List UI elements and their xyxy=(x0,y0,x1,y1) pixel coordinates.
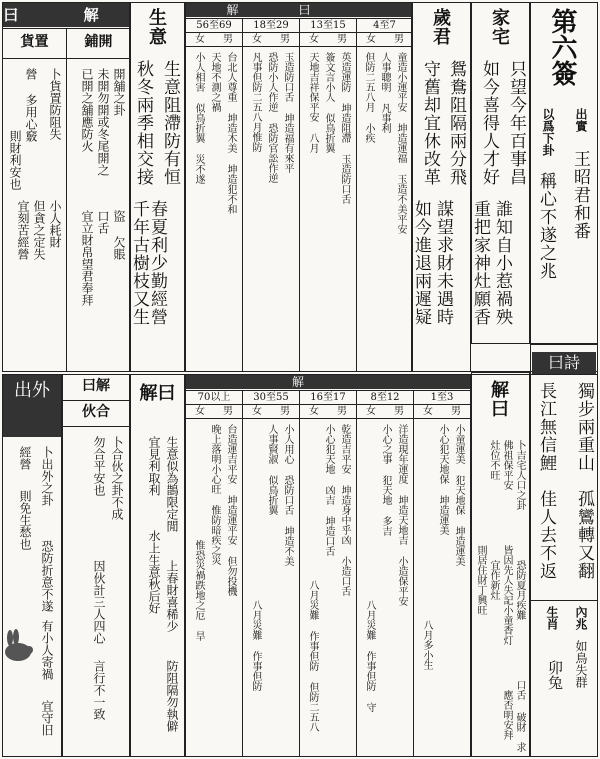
jie-bottom-nv-4: 女 xyxy=(366,406,376,417)
jie-bottom-vsep-1 xyxy=(242,390,243,757)
shengyi-line-4: 千年古樹枝又生 xyxy=(129,200,149,326)
hehuo-header-top: 曰解 xyxy=(82,378,110,394)
shengyi-label: 生意 xyxy=(146,8,167,46)
subtitle-label: 出實 xyxy=(574,108,588,132)
jiazhai-line-1: 只望今年百事昌 xyxy=(506,60,526,186)
pujiao-label: 鋪開 xyxy=(84,34,113,50)
hehuo-rule-1 xyxy=(62,400,130,401)
shengyi2-line-1: 生意似為鵲限定閒 xyxy=(165,436,179,532)
bottom-col-2: 晚上落明小心旺 惟防暗疾之災 xyxy=(209,424,220,565)
hehuo-line-1: 卜合伙之卦不成 xyxy=(110,436,124,520)
jie-bottom-nv-1: 女 xyxy=(195,406,205,417)
chuwai-label: 出外 xyxy=(3,375,61,437)
left-top-vsep xyxy=(66,28,67,372)
top-col-11: 人事聰明 凡事利 xyxy=(379,52,390,133)
jie-bottom-nan-5: 男 xyxy=(451,406,461,417)
jie-right-line-4: 恐防夏月疾難 xyxy=(514,560,525,620)
shengyi2-line-2: 宜見利取利 xyxy=(147,436,161,496)
jie-bottom-nan-2: 男 xyxy=(280,406,290,417)
jie-top-nan-4: 男 xyxy=(394,34,404,45)
dao-line-2: 口舌 xyxy=(96,210,110,234)
jie-right-line-11: 應否明安拜 xyxy=(501,690,512,740)
jie-top-vsep-3 xyxy=(356,18,357,372)
jie-bottom-nan-4: 男 xyxy=(394,406,404,417)
bottom-col-3: 惟恐災禍跌地之厄 旱 xyxy=(193,540,204,641)
zhaoshi-line-2: 則財利安也 xyxy=(8,130,22,190)
bottom-col-11: 小心之事 犯天地 多吉 xyxy=(380,424,391,536)
shi-line-3: 孤鸞轉又翻 xyxy=(574,490,594,580)
meaning-text: 稱心不遂之兆 xyxy=(536,172,556,280)
jie-bottom-rule-3 xyxy=(185,418,471,419)
top-col-8: 簽文言小人 似鳥折翼 xyxy=(323,52,334,153)
huozhai-label: 貨置 xyxy=(20,34,49,50)
jie-top-header xyxy=(186,3,411,17)
shengyi2-line-5: 防阻隔勿執僻 xyxy=(165,660,179,732)
top-col-12: 但防二五八月 小疾 xyxy=(363,52,374,143)
jie-bottom-age-1: 70以上 xyxy=(197,392,231,403)
jie-top-nv-1: 女 xyxy=(195,34,205,45)
left-top-header: 曰 解 xyxy=(3,3,129,27)
pujiao-line-1: 開舖之卦 xyxy=(112,68,126,116)
neizhao-value: 如鳥失群 xyxy=(574,640,588,688)
jie-top-vsep-2 xyxy=(299,18,300,372)
shi-divider xyxy=(530,600,598,601)
hehuo-line-2: 勿合平安也 xyxy=(92,436,106,496)
dao-line-3: 宜立財帛望君奉拜 xyxy=(80,210,94,306)
jie-bottom-vsep-2 xyxy=(299,390,300,757)
jie-top-age-3: 13至15 xyxy=(310,20,346,31)
bottom-col-1: 台造運吉平安 坤造運平安 但勿投機 xyxy=(225,424,236,596)
zhaoshi-line-1: 營 多用心竅 xyxy=(24,68,38,142)
bottom-col-6: 八月災難 作事但防 xyxy=(250,600,261,691)
neizhao-label: 內兆 xyxy=(574,606,588,630)
huozhai-line-2: 小人耗財 xyxy=(48,200,62,248)
top-col-4: 玉造防口舌 坤造福有來平 xyxy=(282,52,293,173)
bottom-col-10: 洋造現年運度 坤造天地吉 小造保平安 xyxy=(396,424,407,606)
jie-top-nan-2: 男 xyxy=(280,34,290,45)
jiazhai-line-4: 重把家神灶願香 xyxy=(470,200,490,326)
jie-right-line-1: 卜吉宅人口之卦 xyxy=(514,440,525,510)
jie-bottom-nv-2: 女 xyxy=(252,406,262,417)
top-col-5: 恐防小人作逆 恐防官訟作逆 xyxy=(266,52,277,183)
huozhai-line-3: 但貪之定失 xyxy=(32,200,46,260)
jie-top-nan-3: 男 xyxy=(337,34,347,45)
jie-right-line-8: 口舌 xyxy=(514,680,525,700)
bottom-col-14: 小心犯天地保 坤造運美 xyxy=(437,424,448,535)
jie-bottom-age-5: 1至3 xyxy=(430,392,454,403)
shengxiao-label: 生肖 xyxy=(545,606,559,630)
bottom-col-13: 小童運美 犯天地保 坤造運美 xyxy=(453,424,464,566)
suijun-line-2: 守舊却宜休改革 xyxy=(420,60,440,186)
gua-label: 以爲下卦 xyxy=(541,108,555,156)
jie-bottom-nv-5: 女 xyxy=(423,406,433,417)
chuwai-line-3: 有小人寄禍 xyxy=(40,620,54,680)
jiazhai-line-3: 誰知自小惹禍殃 xyxy=(492,200,512,326)
jie-right-line-6: 宜作新灶 xyxy=(488,560,499,600)
jie-top-nan-1: 男 xyxy=(223,34,233,45)
top-col-7: 英造運防 坤造阻滯 玉造防口舌 xyxy=(339,52,350,204)
jie-bottom-vsep-4 xyxy=(413,390,414,757)
bottom-col-8: 小心犯天地 凶吉 坤造口舌 xyxy=(323,424,334,556)
top-col-6: 凡事但防二五八月惟防 xyxy=(250,52,261,152)
jie-bottom-nan-1: 男 xyxy=(223,406,233,417)
shengyi2-line-3: 上春財喜稀少 xyxy=(165,560,179,632)
jie-bottom-rule-1 xyxy=(185,390,471,391)
bottom-col-15: 八月多小生 xyxy=(421,620,432,670)
huozhai-line-1: 卜貨置防阻失 xyxy=(48,68,62,140)
jingying-line-1: 經營 xyxy=(18,446,32,470)
shengyi-line-1: 生意阻滯防有恒 xyxy=(160,60,180,186)
jie-bottom-nv-3: 女 xyxy=(309,406,319,417)
jie-right-line-9: 破財 xyxy=(514,712,525,732)
jie-top-vsep-1 xyxy=(242,18,243,372)
jie-bottom-rule-2 xyxy=(185,404,471,405)
slip-number-title: 第六簽 xyxy=(547,8,577,86)
bottom-col-4: 小人用心 恐防口舌 坤造不美 xyxy=(282,424,293,566)
jie-right-line-3: 灶位不旺 xyxy=(488,440,499,480)
bottom-col-7: 乾造吉平安 坤造身中乎凶 小造口舌 xyxy=(339,424,350,596)
jie-top-nv-4: 女 xyxy=(366,34,376,45)
jie-bottom-age-2: 30至55 xyxy=(253,392,289,403)
jie-right-line-7: 則居住財丁興旺 xyxy=(475,545,486,615)
hehuo-rule-2 xyxy=(62,426,130,427)
shi-line-4: 佳人去不返 xyxy=(536,490,556,580)
jie-right-line-2: 佛祖保平安 xyxy=(501,440,512,490)
dao-line-1: 盜 欠賬 xyxy=(112,210,126,260)
jie-top-label: 解曰 xyxy=(226,3,371,17)
shengyi2-line-4: 水上生意秋后好 xyxy=(147,530,161,614)
jie-right-label: 解曰 xyxy=(488,380,509,418)
jie-right-line-10: 求 xyxy=(514,742,525,752)
chuwai-line-4: 宜守旧 xyxy=(40,700,54,736)
jie-bottom-header: 解 xyxy=(186,375,470,389)
jie-top-age-1: 56至69 xyxy=(196,20,232,31)
suijun-line-1: 鴛鴦阻隔兩分飛 xyxy=(446,60,466,186)
suijun-label: 歲君 xyxy=(430,8,451,46)
jie-top-age-4: 4至7 xyxy=(373,20,396,31)
pujiao-line-3: 已開之舖應防火 xyxy=(80,68,94,152)
jie-right-line-5: 皆因先人失記小童香灯 xyxy=(501,545,512,645)
hehuo-line-3: 因伙計三人四心 xyxy=(92,560,106,644)
shi-label: 曰詩 xyxy=(532,352,596,374)
jiazhai-line-2: 如今喜得人才好 xyxy=(479,60,499,186)
jie-top-nv-3: 女 xyxy=(309,34,319,45)
huozhai-line-4: 宜刻苦經營 xyxy=(16,200,30,260)
chuwai-line-2: 恐防折意不遂 xyxy=(40,540,54,612)
jie-bottom-age-3: 16至17 xyxy=(310,392,346,403)
jie-bottom-nan-3: 男 xyxy=(337,406,347,417)
suijun-line-4: 如今進退兩遲疑 xyxy=(411,200,431,326)
suijun-line-3: 謀望求財未遇時 xyxy=(433,200,453,326)
bottom-col-5: 人事賢淑 似鳥折翼 xyxy=(266,424,277,515)
chuwai-line-1: 卜出外之卦 xyxy=(40,446,54,506)
jie-bottom-vsep-3 xyxy=(356,390,357,757)
jingying-line-2: 則免生愁也 xyxy=(18,490,32,550)
top-col-10: 童造小運平安 坤造運福 玉造不美平安 xyxy=(395,52,406,234)
shengyi-line-2: 秋冬兩季相交接 xyxy=(133,60,153,186)
top-col-2: 天地不測之禍 xyxy=(209,52,220,112)
top-col-3: 小人相害 似鳥折翼 災不遂 xyxy=(193,52,204,184)
top-col-9: 天地吉祥保平安 八月 xyxy=(307,52,318,153)
jie-bottom-age-4: 8至12 xyxy=(370,392,400,403)
hehuo-label: 伙合 xyxy=(82,404,110,420)
hehuo-line-4: 言行不一致 xyxy=(92,660,106,720)
person-name: 王昭君和番 xyxy=(570,150,590,240)
jie-bottom-label: 解曰 xyxy=(139,383,176,404)
bottom-col-12: 八月災難 作事但防 守 xyxy=(364,600,375,712)
bottom-col-9: 八月災難 作事但防 但防二五八 xyxy=(307,580,318,732)
pujiao-line-2: 未開勿開或冬尾開之 xyxy=(96,68,110,176)
jie-top-nv-2: 女 xyxy=(252,34,262,45)
jiazhai-label: 家宅 xyxy=(489,8,510,46)
jie-top-age-2: 18至29 xyxy=(253,20,289,31)
shengxiao-value: 卯兔 xyxy=(546,660,564,690)
top-col-1: 台北人尊重 坤造木美 坤造犯不和 xyxy=(225,52,236,214)
shi-line-2: 長江無信鯉 xyxy=(536,382,556,472)
shi-line-1: 獨步兩重山 xyxy=(574,382,594,472)
rabbit-icon xyxy=(2,628,36,668)
shengyi-line-3: 春夏利少勤經營 xyxy=(147,200,167,326)
